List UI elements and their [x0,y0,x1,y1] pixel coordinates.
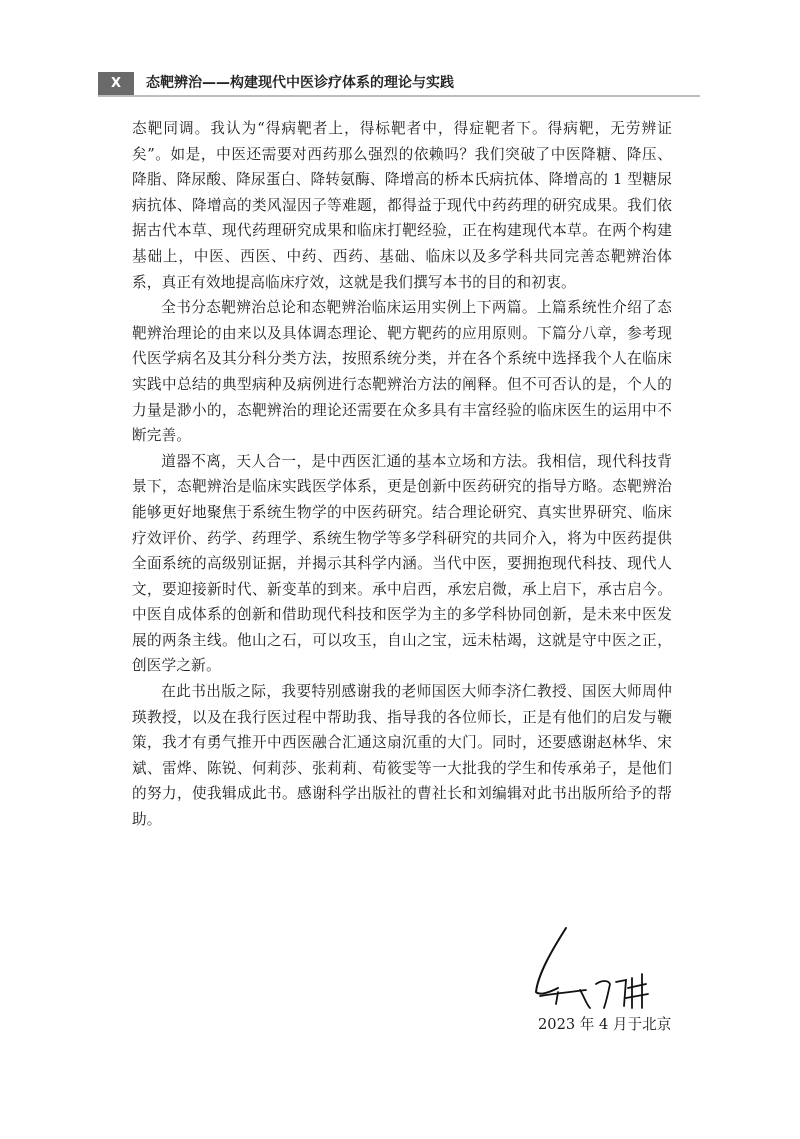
paragraph-4: 在此书出版之际，我要特别感谢我的老师国医大师李济仁教授、国医大师周仲瑛教授，以及在我行医过程中帮助我、指导我的各位师长，正是有他们的启发与鞭策，我才有勇气推开中西医融合汇通这扇沉重的大门。同时，还要感谢赵林华、宋斌、雷烨、陈锐、何莉莎、张莉莉、荀筱雯等一大批我的学生和传承弟子，是他们的努力，使我辑成此书。感谢科学出版社的曹社长和刘编辑对此书出版所给予的帮助。 [132,683,672,829]
preface-body [132,116,672,833]
paragraph-2: 全书分态靶辨治总论和态靶辨治临床运用实例上下两篇。上篇系统性介绍了态靶辨治理论的由来以及具体调态理论、靶方靶药的应用原则。下篇分八章，参考现代医学病名及其分科分类方法，按照系统分类，并在各个系统中选择我个人在临床实践中总结的典型病种及病例进行态靶辨治方法的阐释。但不可否认的是，个人的力量是渺小的，态靶辨治的理论还需要在众多具有丰富经验的临床医生的运用中不断完善。 [132,299,672,445]
page-number: X [98,72,134,95]
signature-date: 2023 年 4 月于北京 [538,1016,672,1033]
book-title: 态靶辨治——构建现代中医诊疗体系的理论与实践 [146,75,454,91]
paragraph-1: 态靶同调。我认为“得病靶者上，得标靶者中，得症靶者下。得病靶，无劳辨证矣”。如是，中医还需要对西药那么强烈的依赖吗？我们突破了中医降糖、降压、降脂、降尿酸、降尿蛋白、降转氨酶、降增高的桥本氏病抗体、降增高的 1 型糖尿病抗体、降增高的类风湿因子等难题，都得益于现代中药药理的研究成果。我们依据古代本草、现代药理研究成果和临床打靶经验，正在构建现代本草。在两个构建基础上，中医、西医、中药、西药、基础、临床以及多学科共同完善态靶辨治体系，真正有效地提高临床疗效，这就是我们撰写本书的目的和初衷。 [132,120,672,291]
handwritten-signature [528,922,668,1018]
running-header [98,72,700,97]
paragraph-3: 道器不离，天人合一，是中西医汇通的基本立场和方法。我相信，现代科技背景下，态靶辨治是临床实践医学体系，更是创新中医药研究的指导方略。态靶辨治能够更好地聚焦于系统生物学的中医药研究。结合理论研究、真实世界研究、临床疗效评价、药学、药理学、系统生物学等多学科研究的共同介入，将为中医药提供全面系统的高级别证据，并揭示其科学内涵。当代中医，要拥抱现代科技、现代人文，要迎接新时代、新变革的到来。承中启西，承宏启微，承上启下，承古启今。中医自成体系的创新和借助现代科技和医学为主的多学科协同创新，是未来中医发展的两条主线。他山之石，可以攻玉，自山之宝，远未枯竭，这就是守中医之正，创医学之新。 [132,452,672,675]
